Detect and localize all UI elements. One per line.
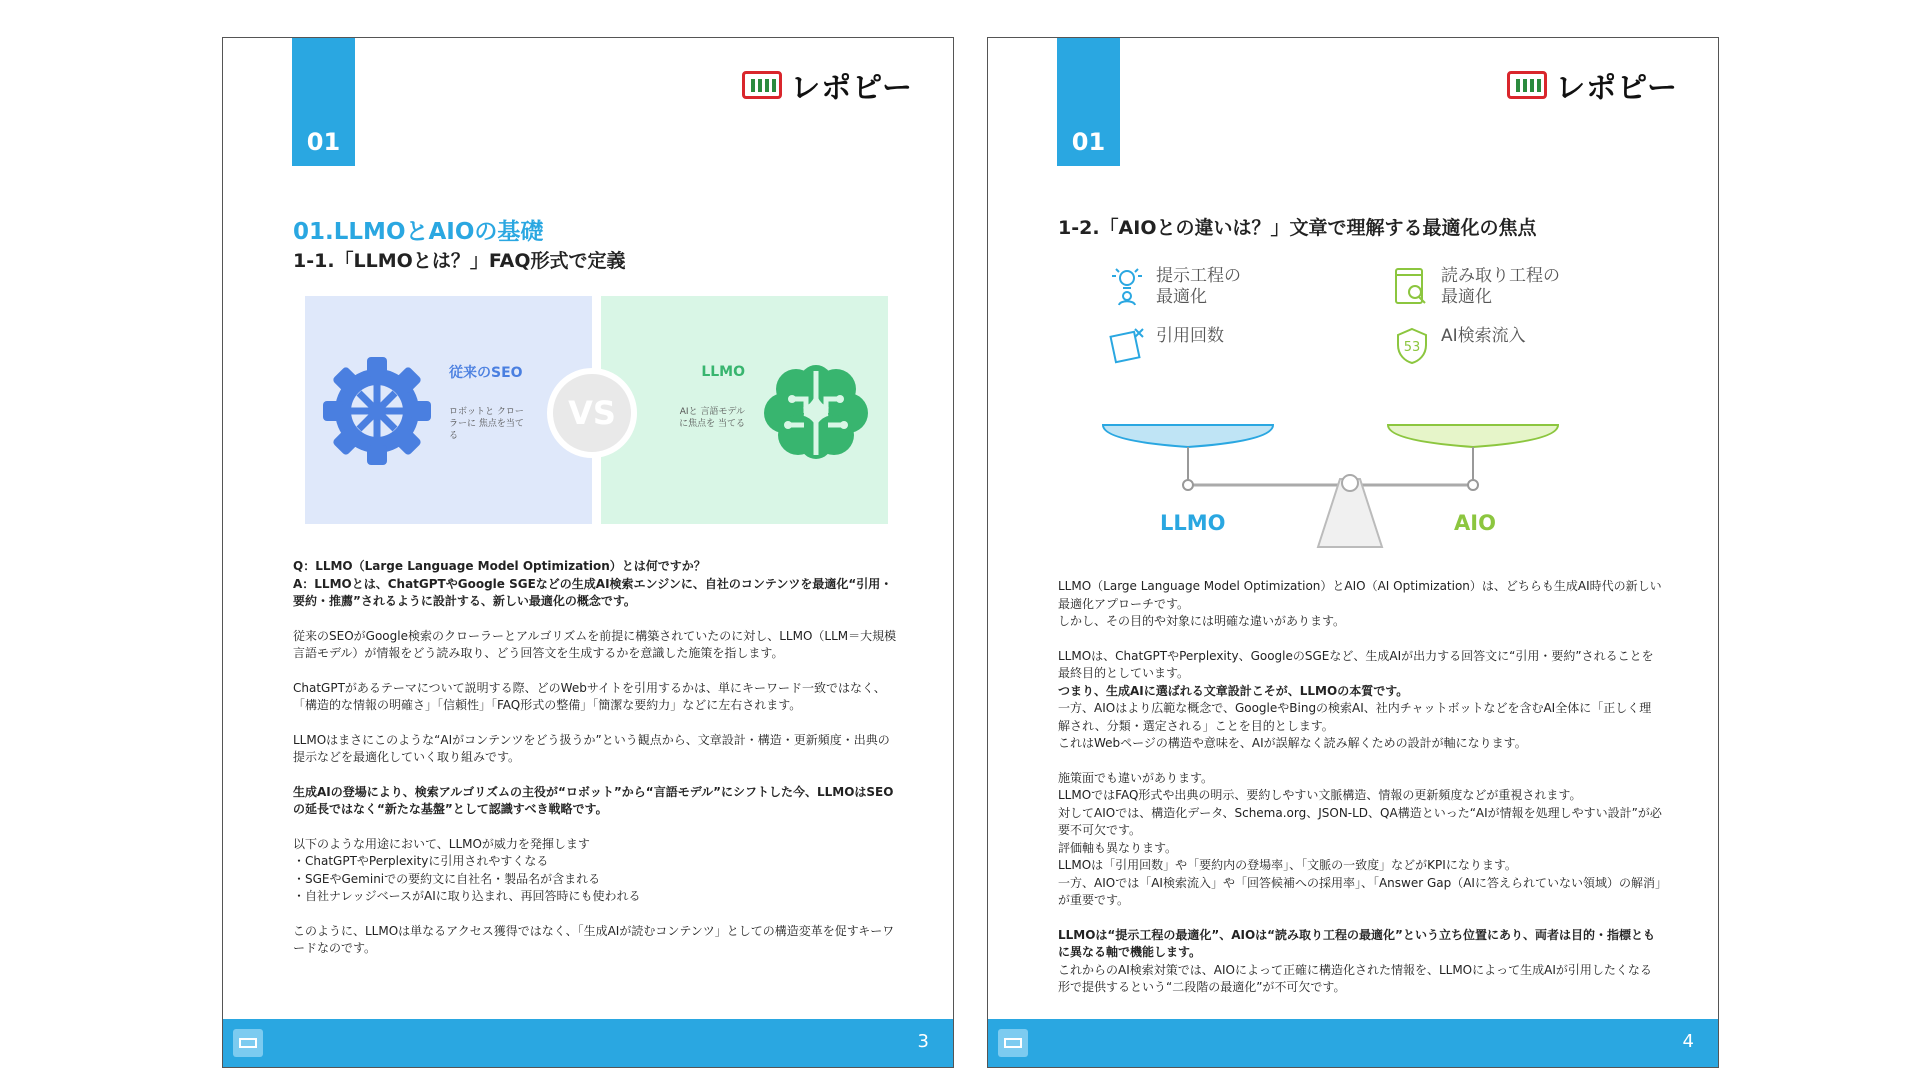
page4-body-text bbox=[1058, 578, 1663, 1014]
paragraph bbox=[1058, 648, 1663, 753]
text-line: 対してAIOでは、構造化データ、Schema.org、JSON-LD、QA構造といった“AIが情報を処理しやすい設計”が必要不可欠です。 bbox=[1058, 805, 1662, 837]
text-line: これはWebページの構造や意味を、AIが誤解なく読み解くための設計が軸になります。 bbox=[1058, 736, 1527, 750]
chapter-heading: 01.LLMOとAIOの基礎 bbox=[293, 219, 544, 245]
aio-label: AIO bbox=[1454, 511, 1496, 535]
llmo-description: AIと 言語モデル に焦点を 当てる bbox=[679, 407, 745, 429]
text-line: A：LLMOとは、ChatGPTやGoogle SGEなどの生成AI検索エンジンに、自社のコンテンツを最適化“引用・要約・推薦”されるように設計する、新しい最適化の概念です。 bbox=[293, 576, 893, 608]
vs-badge: VS bbox=[547, 368, 637, 458]
page-3 bbox=[222, 37, 954, 1068]
footer-icon bbox=[233, 1029, 263, 1057]
paragraph bbox=[1058, 770, 1663, 910]
text-line: 評価軸も異なります。 bbox=[1058, 840, 1178, 855]
document-search-icon bbox=[1393, 266, 1431, 306]
section-heading: 1-2.「AIOとの違いは？」文章で理解する最適化の焦点 bbox=[1058, 217, 1537, 239]
paragraph bbox=[293, 558, 898, 611]
page-footer bbox=[988, 1019, 1718, 1067]
page-number: 3 bbox=[917, 1031, 929, 1052]
text-line: ・ChatGPTやPerplexityに引用されやすくなる bbox=[293, 854, 549, 868]
badge-shield-icon bbox=[1393, 326, 1431, 366]
paragraph bbox=[293, 680, 898, 715]
text-line: これからのAI検索対策では、AIOによって正確に構造化された情報を、LLMOによって生成AIが引用したくなる形で提供するという“二段階の最適化”が不可欠です。 bbox=[1058, 962, 1652, 994]
seo-vs-llmo-illustration bbox=[305, 296, 888, 524]
paragraph bbox=[1058, 578, 1663, 631]
logo-text: レポピー bbox=[790, 71, 913, 106]
section-heading: 1-1.「LLMOとは？」FAQ形式で定義 bbox=[293, 250, 626, 272]
text-line: 一方、AIOはより広範な概念で、GoogleやBingの検索AI、社内チャットボットなどを含むAI全体に「正しく理解され、分類・選定される」ことを目的とします。 bbox=[1058, 701, 1652, 733]
llmo-label: LLMO bbox=[1160, 511, 1226, 535]
right-item-reading: 読み取り工程の 最適化 bbox=[1393, 266, 1566, 308]
text-line: 従来のSEOがGoogle検索のクローラーとアルゴリズムを前提に構築されていたのに対し、LLMO（LLM＝大規模言語モデル）が情報をどう読み取り、どう回答文を生成するかを意識した施策を指します。 bbox=[293, 628, 897, 660]
logo-text: レポピー bbox=[1555, 71, 1678, 106]
left-item-presentation: 提示工程の 最適化 bbox=[1108, 266, 1251, 308]
paragraph bbox=[293, 628, 898, 663]
balance-scale bbox=[988, 383, 1719, 553]
section-number-tab bbox=[292, 38, 355, 166]
quote-card-icon bbox=[1108, 326, 1146, 366]
text-line: ChatGPTがあるテーマについて説明する際、どのWebサイトを引用するかは、単にキーワード一致ではなく、「構造的な情報の明確さ」「信頼性」「FAQ形式の整備」「簡潔な要約力」などに左右されます。 bbox=[293, 680, 886, 712]
text-line: 以下のような用途において、LLMOが威力を発揮します bbox=[293, 836, 590, 851]
text-line: LLMOではFAQ形式や出典の明示、要約しやすい文脈構造、情報の更新頻度などが重視されます。 bbox=[1058, 788, 1582, 802]
llmo-title: LLMO bbox=[701, 364, 745, 380]
text-line: LLMO（Large Language Model Optimization）とAIO（AI Optimization）は、どちらも生成AI時代の新しい最適化アプローチです。 bbox=[1058, 579, 1662, 611]
text-line: つまり、生成AIに選ばれる文章設計こそが、LLMOの本質です。 bbox=[1058, 683, 1409, 698]
footer-icon bbox=[998, 1029, 1028, 1057]
text-line: LLMOは、ChatGPTやPerplexity、GoogleのSGEなど、生成AIが出力する回答文に“引用・要約”されることを最終目的としています。 bbox=[1058, 648, 1654, 680]
left-item-citations: 引用回数 bbox=[1108, 326, 1224, 366]
text-line: LLMOは“提示工程の最適化”、AIOは“読み取り工程の最適化”という立ち位置にあり、両者は目的・指標ともに異なる軸で機能します。 bbox=[1058, 927, 1655, 959]
section-number: 01 bbox=[306, 128, 341, 156]
lightbulb-person-icon bbox=[1108, 266, 1146, 306]
text-line: 施策面でも違いがあります。 bbox=[1058, 770, 1214, 785]
paragraph bbox=[293, 923, 898, 958]
svg-text:53: 53 bbox=[1403, 340, 1421, 355]
page-number: 4 bbox=[1682, 1031, 1694, 1052]
llmo-panel bbox=[601, 296, 888, 524]
seo-description: ロボットと クローラーに 焦点を当てる bbox=[449, 407, 524, 441]
logo-icon bbox=[742, 71, 782, 99]
brand-logo bbox=[742, 63, 913, 107]
section-number-tab bbox=[1057, 38, 1120, 166]
seo-title: 従来のSEO bbox=[449, 365, 523, 381]
paragraph bbox=[293, 784, 898, 819]
brand-logo bbox=[1507, 63, 1678, 107]
paragraph bbox=[1058, 927, 1663, 997]
page-footer bbox=[223, 1019, 953, 1067]
paragraph bbox=[293, 732, 898, 767]
brain-icon bbox=[756, 351, 876, 471]
section-number: 01 bbox=[1071, 128, 1106, 156]
logo-icon bbox=[1507, 71, 1547, 99]
text-line: ・SGEやGeminiでの要約文に自社名・製品名が含まれる bbox=[293, 871, 601, 886]
right-item-ai-search: 53 AI検索流入 bbox=[1393, 326, 1526, 366]
text-line: ・自社ナレッジベースがAIに取り込まれ、再回答時にも使われる bbox=[293, 889, 641, 903]
text-line: 生成AIの登場により、検索アルゴリズムの主役が“ロボット”から“言語モデル”にシフトした今、LLMOはSEOの延長ではなく“新たな基盤”として認識すべき戦略です。 bbox=[293, 784, 894, 816]
text-line: しかし、その目的や対象には明確な違いがあります。 bbox=[1058, 614, 1346, 628]
page-4 bbox=[987, 37, 1719, 1068]
text-line: Q：LLMO（Large Language Model Optimization）とは何ですか？ bbox=[293, 559, 706, 573]
text-line: LLMOは「引用回数」や「要約内の登場率」、「文脈の一致度」などがKPIになります。 bbox=[1058, 858, 1517, 872]
paragraph bbox=[293, 836, 898, 906]
page3-body-text bbox=[293, 558, 898, 975]
gear-icon bbox=[317, 351, 437, 471]
text-line: このように、LLMOは単なるアクセス獲得ではなく、「生成AIが読むコンテンツ」としての構造変革を促すキーワードなのです。 bbox=[293, 923, 895, 955]
text-line: LLMOはまさにこのような“AIがコンテンツをどう扱うか”という観点から、文章設計・構造・更新頻度・出典の提示などを最適化していく取り組みです。 bbox=[293, 732, 890, 764]
text-line: 一方、AIOでは「AI検索流入」や「回答候補への採用率」、「Answer Gap（AIに答えられていない領域）の解消」が重要です。 bbox=[1058, 875, 1661, 907]
